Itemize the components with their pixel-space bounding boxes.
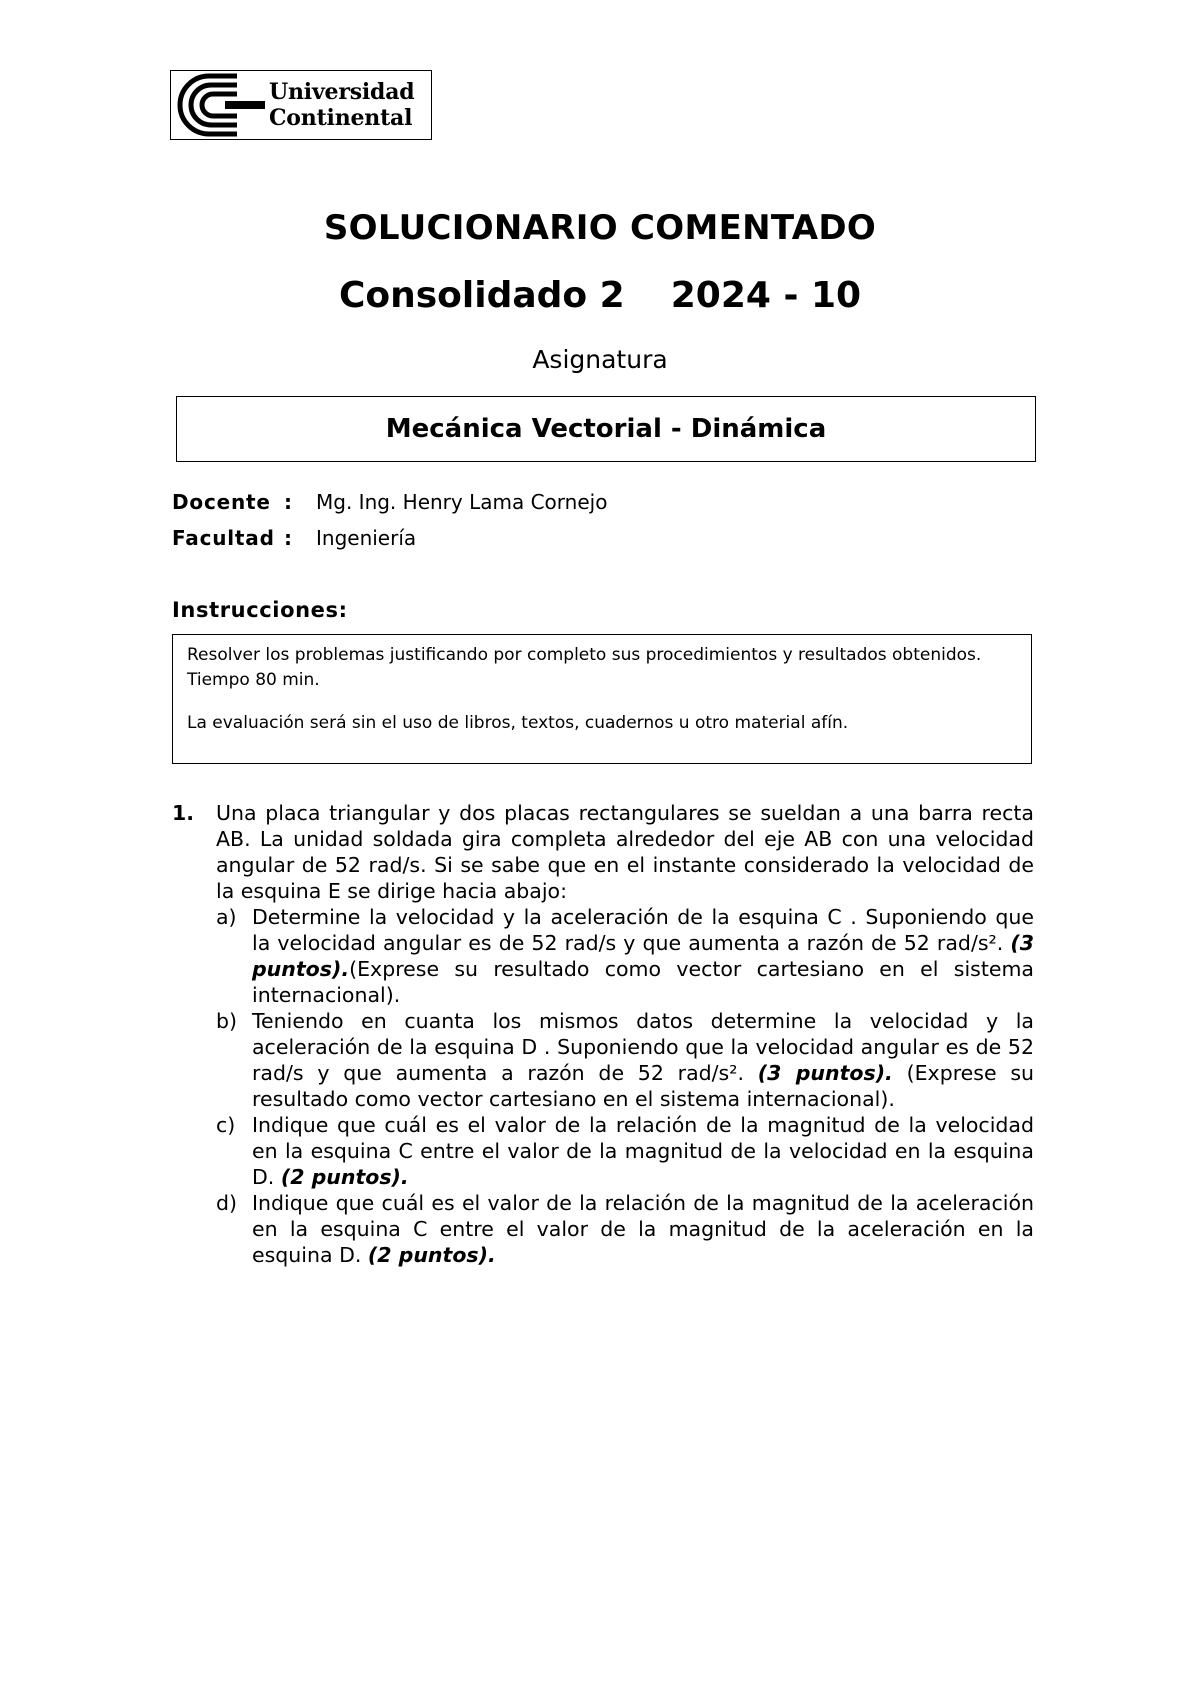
- part-points: (3 puntos).: [252, 931, 1034, 981]
- course-name-box: [176, 396, 1036, 462]
- document-title: SOLUCIONARIO COMENTADO: [323, 208, 877, 248]
- instructions-paragraph-2: La evaluación será sin el uso de libros, textos, cuadernos u otro material afín.: [187, 713, 849, 733]
- question-intro: Una placa triangular y dos placas rectangulares se sueldan a una barra recta AB. La unidad soldada gira completa alrededor del eje AB con una velocidad angular de 52 rad/s. Si se sabe que en el instante considerado la velocidad de la esquina E se dirige hacia abajo:: [216, 801, 1034, 903]
- facultad-row: [172, 526, 416, 550]
- exam-name: Consolidado 2: [338, 275, 625, 316]
- exam-heading: [0, 275, 1200, 316]
- question-number: 1.: [172, 801, 195, 825]
- part-letter: a): [216, 905, 237, 929]
- subject-label: Asignatura: [532, 345, 668, 374]
- part-text: Indique que cuál es el valor de la relación de la magnitud de la velocidad en la esquina C entre el valor de la magnitud de la velocidad en la esquina D.: [252, 1113, 1034, 1189]
- part-text: Indique que cuál es el valor de la relación de la magnitud de la aceleración en la esquina C entre el valor de la magnitud de la aceleración en la esquina D.: [252, 1191, 1034, 1267]
- question-part-a: [216, 904, 1034, 1008]
- university-logo: [170, 70, 432, 140]
- part-letter: c): [216, 1113, 236, 1137]
- part-points: (2 puntos).: [280, 1165, 409, 1189]
- part-points: (3 puntos).: [757, 1061, 893, 1085]
- logo-line-1: Universidad: [269, 79, 415, 105]
- facultad-value: Ingeniería: [316, 526, 417, 550]
- facultad-label: Facultad: [172, 526, 275, 550]
- course-name: Mecánica Vectorial - Dinámica: [385, 414, 827, 444]
- question-parts: [216, 904, 1034, 1268]
- part-text-after: (Exprese su resultado como vector cartesiano en el sistema internacional).: [252, 1061, 1035, 1111]
- university-logo-text: [269, 79, 414, 131]
- docente-value: Mg. Ing. Henry Lama Cornejo: [316, 490, 608, 514]
- facultad-colon: :: [284, 526, 292, 550]
- logo-line-2: Continental: [269, 105, 413, 131]
- instructions-label: Instrucciones:: [172, 598, 348, 622]
- instructions-paragraph-1: Resolver los problemas justificando por completo sus procedimientos y resultados obtenidos. Tiempo 80 min.: [187, 645, 982, 690]
- part-points: (2 puntos).: [367, 1243, 496, 1267]
- question-body: [216, 800, 1034, 1268]
- exam-period: 2024 - 10: [670, 275, 862, 316]
- university-logo-icon: [175, 72, 275, 138]
- part-text-after: (Exprese su resultado como vector cartesiano en el sistema internacional).: [252, 957, 1034, 1007]
- part-text: Teniendo en cuanta los mismos datos determine la velocidad y la aceleración de la esquina D . Suponiendo que la velocidad angular es de 52 rad/s y que aumenta a razón de 52 rad/s².: [252, 1009, 1034, 1085]
- docente-colon: :: [284, 490, 292, 514]
- question-part-b: [216, 1008, 1034, 1112]
- instructions-box: [172, 634, 1032, 764]
- part-text: Determine la velocidad y la aceleración de la esquina C . Suponiendo que la velocidad angular es de 52 rad/s y que aumenta a razón de 52 rad/s².: [252, 905, 1034, 955]
- part-letter: b): [216, 1009, 238, 1033]
- question-1: [172, 800, 1034, 1268]
- docente-row: [172, 490, 607, 514]
- question-part-c: [216, 1112, 1034, 1190]
- question-part-d: [216, 1190, 1034, 1268]
- docente-label: Docente: [172, 490, 271, 514]
- part-letter: d): [216, 1191, 238, 1215]
